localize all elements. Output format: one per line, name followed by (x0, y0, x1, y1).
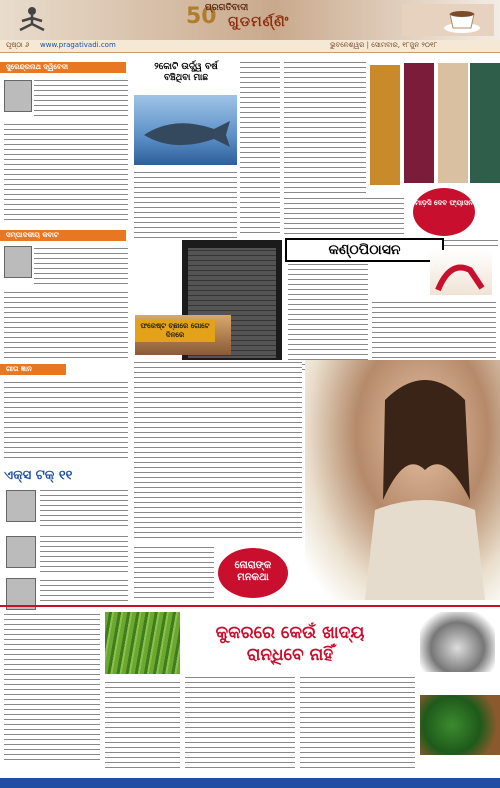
article-text (4, 290, 128, 360)
fashion-photo (404, 63, 434, 183)
celebrity-photo (305, 360, 500, 600)
article-text (34, 78, 128, 118)
section-header: ସମ୍ପାଦକୀୟ କବାଟ (0, 230, 126, 241)
section-header: ସୁରେନ୍ଦ୍ରନାଥ ଦ୍ୱିବେଦୀ (0, 62, 126, 73)
yoga-pose-icon (430, 250, 492, 295)
article-text (134, 545, 214, 600)
whale-headline: ୨କୋଟି ଉର୍ଦ୍ଧ୍ୱ ବର୍ଷ ବଞ୍ଚିଥିବା ମାଛ (154, 62, 218, 83)
article-text (4, 122, 128, 222)
spinach-photo (420, 695, 500, 755)
pressure-cooker-photo (420, 612, 495, 672)
brand-name: ପ୍ରଗତିବାଦୀ (205, 3, 249, 13)
fashion-photo (370, 65, 400, 185)
portrait-photo (6, 536, 36, 568)
dateline: ଭୁବନେଶ୍ୱର | ସୋମବାର, ୧୮ଜୁନ ୨୦୧୮ (330, 41, 438, 49)
whale-icon (134, 95, 237, 165)
extra-talk-title: ଏକ୍ସ ଟକ୍ ୧୧ (4, 468, 73, 483)
article-text (4, 380, 128, 462)
article-text (40, 578, 128, 608)
portrait-icon (305, 360, 500, 600)
fashion-badge: ମାଡ଼ସି ଦେବ ଫ୍ୟାସନ (413, 188, 475, 236)
fashion-photo (470, 63, 500, 183)
article-text (40, 488, 128, 528)
coffee-cup-icon (402, 4, 494, 36)
article-text (284, 196, 404, 236)
article-text (40, 534, 128, 574)
article-text (105, 680, 180, 770)
section-header: ଗୀତା ଜ୍ଞାନ (0, 364, 66, 375)
article-text (4, 612, 100, 762)
article-text (185, 675, 295, 770)
anniversary-logo: 50 (186, 4, 217, 29)
article-text (134, 170, 237, 238)
footer-bar (0, 778, 500, 788)
portrait-photo (6, 490, 36, 522)
left-column (0, 52, 132, 612)
article-text (372, 300, 496, 360)
article-text (240, 60, 280, 235)
website-link[interactable]: www.pragativadi.com (40, 41, 116, 49)
fashion-photos (370, 55, 500, 195)
masthead (0, 0, 500, 40)
article-text (180, 375, 302, 535)
page-number: ପୃଷ୍ଠା ୬ (6, 41, 30, 49)
nora-badge: ନୋରାଙ୍କ ମନକଥା (218, 548, 288, 598)
whale-photo (134, 95, 237, 165)
yoga-silhouette-icon (8, 4, 56, 36)
green-beans-photo (105, 612, 180, 674)
article-text (34, 246, 128, 286)
cooker-headline: କୁକରରେ କେଉଁ ଖାଦ୍ୟ ରାନ୍ଧିବେ ନାହିଁ (215, 623, 365, 665)
dubai-caption: ଫରେଷ୍ଟ ଚ୍ଛାରେ ଗୋଟେ ଦିନରେ (135, 320, 215, 342)
section-title: ଗୁଡମର୍ଣ୍ଣିଂ (228, 14, 290, 30)
article-text (300, 675, 415, 770)
yoga-headline: କଣ୍ଠପିଠାସନ (285, 238, 444, 262)
article-text (288, 262, 368, 372)
yoga-photo (430, 250, 492, 295)
fashion-photo (438, 63, 468, 183)
leader-photo (4, 246, 32, 278)
columnist-photo (4, 80, 32, 112)
